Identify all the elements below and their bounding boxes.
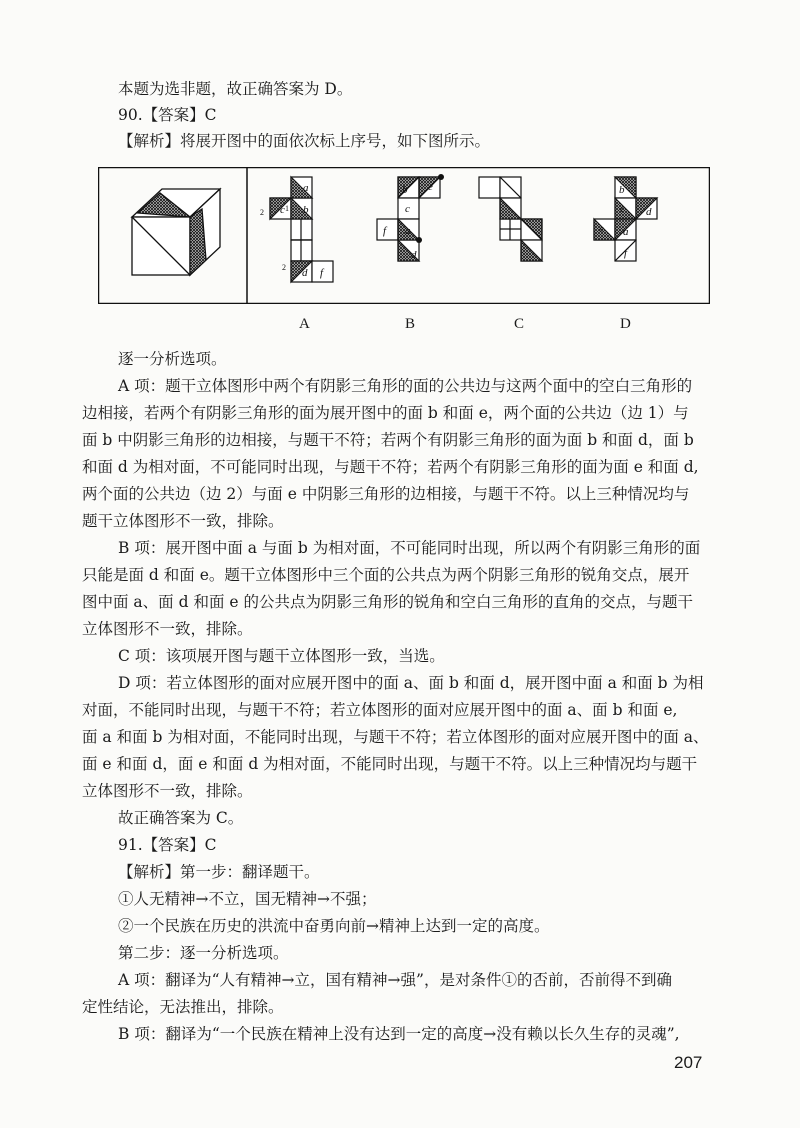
option-label-a: A (299, 316, 310, 332)
cube-net-figure (98, 167, 710, 304)
analysis-heading-91: 【解析】第一步：翻译题干。 (118, 863, 320, 881)
face-label: a (303, 182, 309, 194)
text-line: 立体图形不一致，排除。 (82, 620, 253, 638)
stem-cube (132, 189, 220, 275)
analysis-heading-90: 【解析】将展开图中的面依次标上序号，如下图所示。 (118, 132, 491, 150)
option-label-d: D (620, 316, 631, 332)
text-line: 和面 d 为相对面，不可能同时出现，与题干不符；若两个有阴影三角形的面为面 e 和面 d, (82, 458, 699, 476)
text-line: 逐一分析选项。 (118, 350, 227, 368)
face-label: d (411, 249, 417, 261)
face-label: b (402, 184, 408, 196)
face-label: d (302, 267, 308, 279)
face-label: f (624, 247, 628, 259)
answer-heading-91: 91.【答案】C (118, 836, 217, 854)
text-line: D 项：若立体图形的面对应展开图中的面 a、面 b 和面 d，展开图中面 a 和面 b 为相 (118, 674, 704, 692)
face-label: b (303, 204, 309, 216)
text-line: 面 e 和面 d，面 e 和面 d 为相对面，不能同时出现，与题干不符。以上三种情况均与题干 (82, 755, 698, 773)
text-line: B 项：翻译为“一个民族在精神上没有达到一定的高度→没有赖以长久生存的灵魂”, (118, 1025, 680, 1043)
face-label: c (405, 203, 410, 215)
text-line: 面 a 和面 b 为相对面，不能同时出现，与题干不符；若立体图形的面对应展开图中的面 a、 (82, 728, 709, 746)
text-line: 定性结论，无法推出，排除。 (82, 998, 284, 1016)
face-label: a (623, 226, 629, 238)
text-line: A 项：翻译为“人有精神→立，国有精神→强”，是对条件①的否前，否前得不到确 (118, 971, 672, 989)
text-line: A 项：题干立体图形中两个有阴影三角形的面的公共边与这两个面中的空白三角形的 (118, 377, 693, 395)
text-line: B 项：展开图中面 a 与面 b 为相对面，不可能同时出现，所以两个有阴影三角形的面 (118, 539, 701, 557)
edge-label: 2 (282, 263, 286, 272)
text-line: 故正确答案为 C。 (118, 809, 244, 827)
face-label: c (280, 204, 285, 216)
edge-label: 2 (260, 208, 264, 217)
text-line: 题干立体图形不一致，排除。 (82, 512, 284, 530)
face-label: d (646, 206, 652, 218)
text-line: 两个面的公共边（边 2）与面 e 中阴影三角形的边相接，与题干不符。以上三种情况均与 (82, 485, 690, 503)
text-line: 立体图形不一致，排除。 (82, 782, 253, 800)
text-line: ②一个民族在历史的洪流中奋勇向前→精神上达到一定的高度。 (118, 917, 550, 935)
text-line: 面 b 中阴影三角形的边相接，与题干不符；若两个有阴影三角形的面为面 b 和面 d，面 b (82, 431, 694, 449)
face-label: e (428, 181, 433, 193)
net-option-c (479, 177, 542, 261)
text-line: ①人无精神→不立，国无精神→不强； (118, 890, 377, 908)
face-label: b (619, 184, 625, 196)
edge-label: 1 (285, 204, 289, 213)
option-label-c: C (514, 316, 525, 332)
answer-heading-90: 90.【答案】C (118, 106, 217, 124)
text-line: 边相接，若两个有阴影三角形的面为展开图中的面 b 和面 e，两个面的公共边（边 1）与 (82, 404, 689, 422)
text-line: C 项：该项展开图与题干立体图形一致，当选。 (118, 647, 445, 665)
text-line: 对面，不能同时出现，与题干不符；若立体图形的面对应展开图中的面 a、面 b 和面 e, (82, 701, 678, 719)
text-line: 图中面 a、面 d 和面 e 的公共点为阴影三角形的锐角和空白三角形的直角的交点，与题干 (82, 593, 693, 611)
face-label: c (620, 203, 625, 215)
face-label: f (383, 225, 387, 237)
face-label: e (599, 223, 604, 235)
text-line: 本题为选非题，故正确答案为 D。 (118, 80, 353, 98)
page-number: 207 (674, 1053, 703, 1072)
face-label: f (320, 267, 324, 279)
face-label: a (405, 225, 411, 237)
text-line: 只能是面 d 和面 e。题干立体图形中三个面的公共点为两个阴影三角形的锐角交点，展开 (82, 566, 690, 584)
text-line: 第二步：逐一分析选项。 (118, 944, 289, 962)
option-label-b: B (405, 316, 416, 332)
